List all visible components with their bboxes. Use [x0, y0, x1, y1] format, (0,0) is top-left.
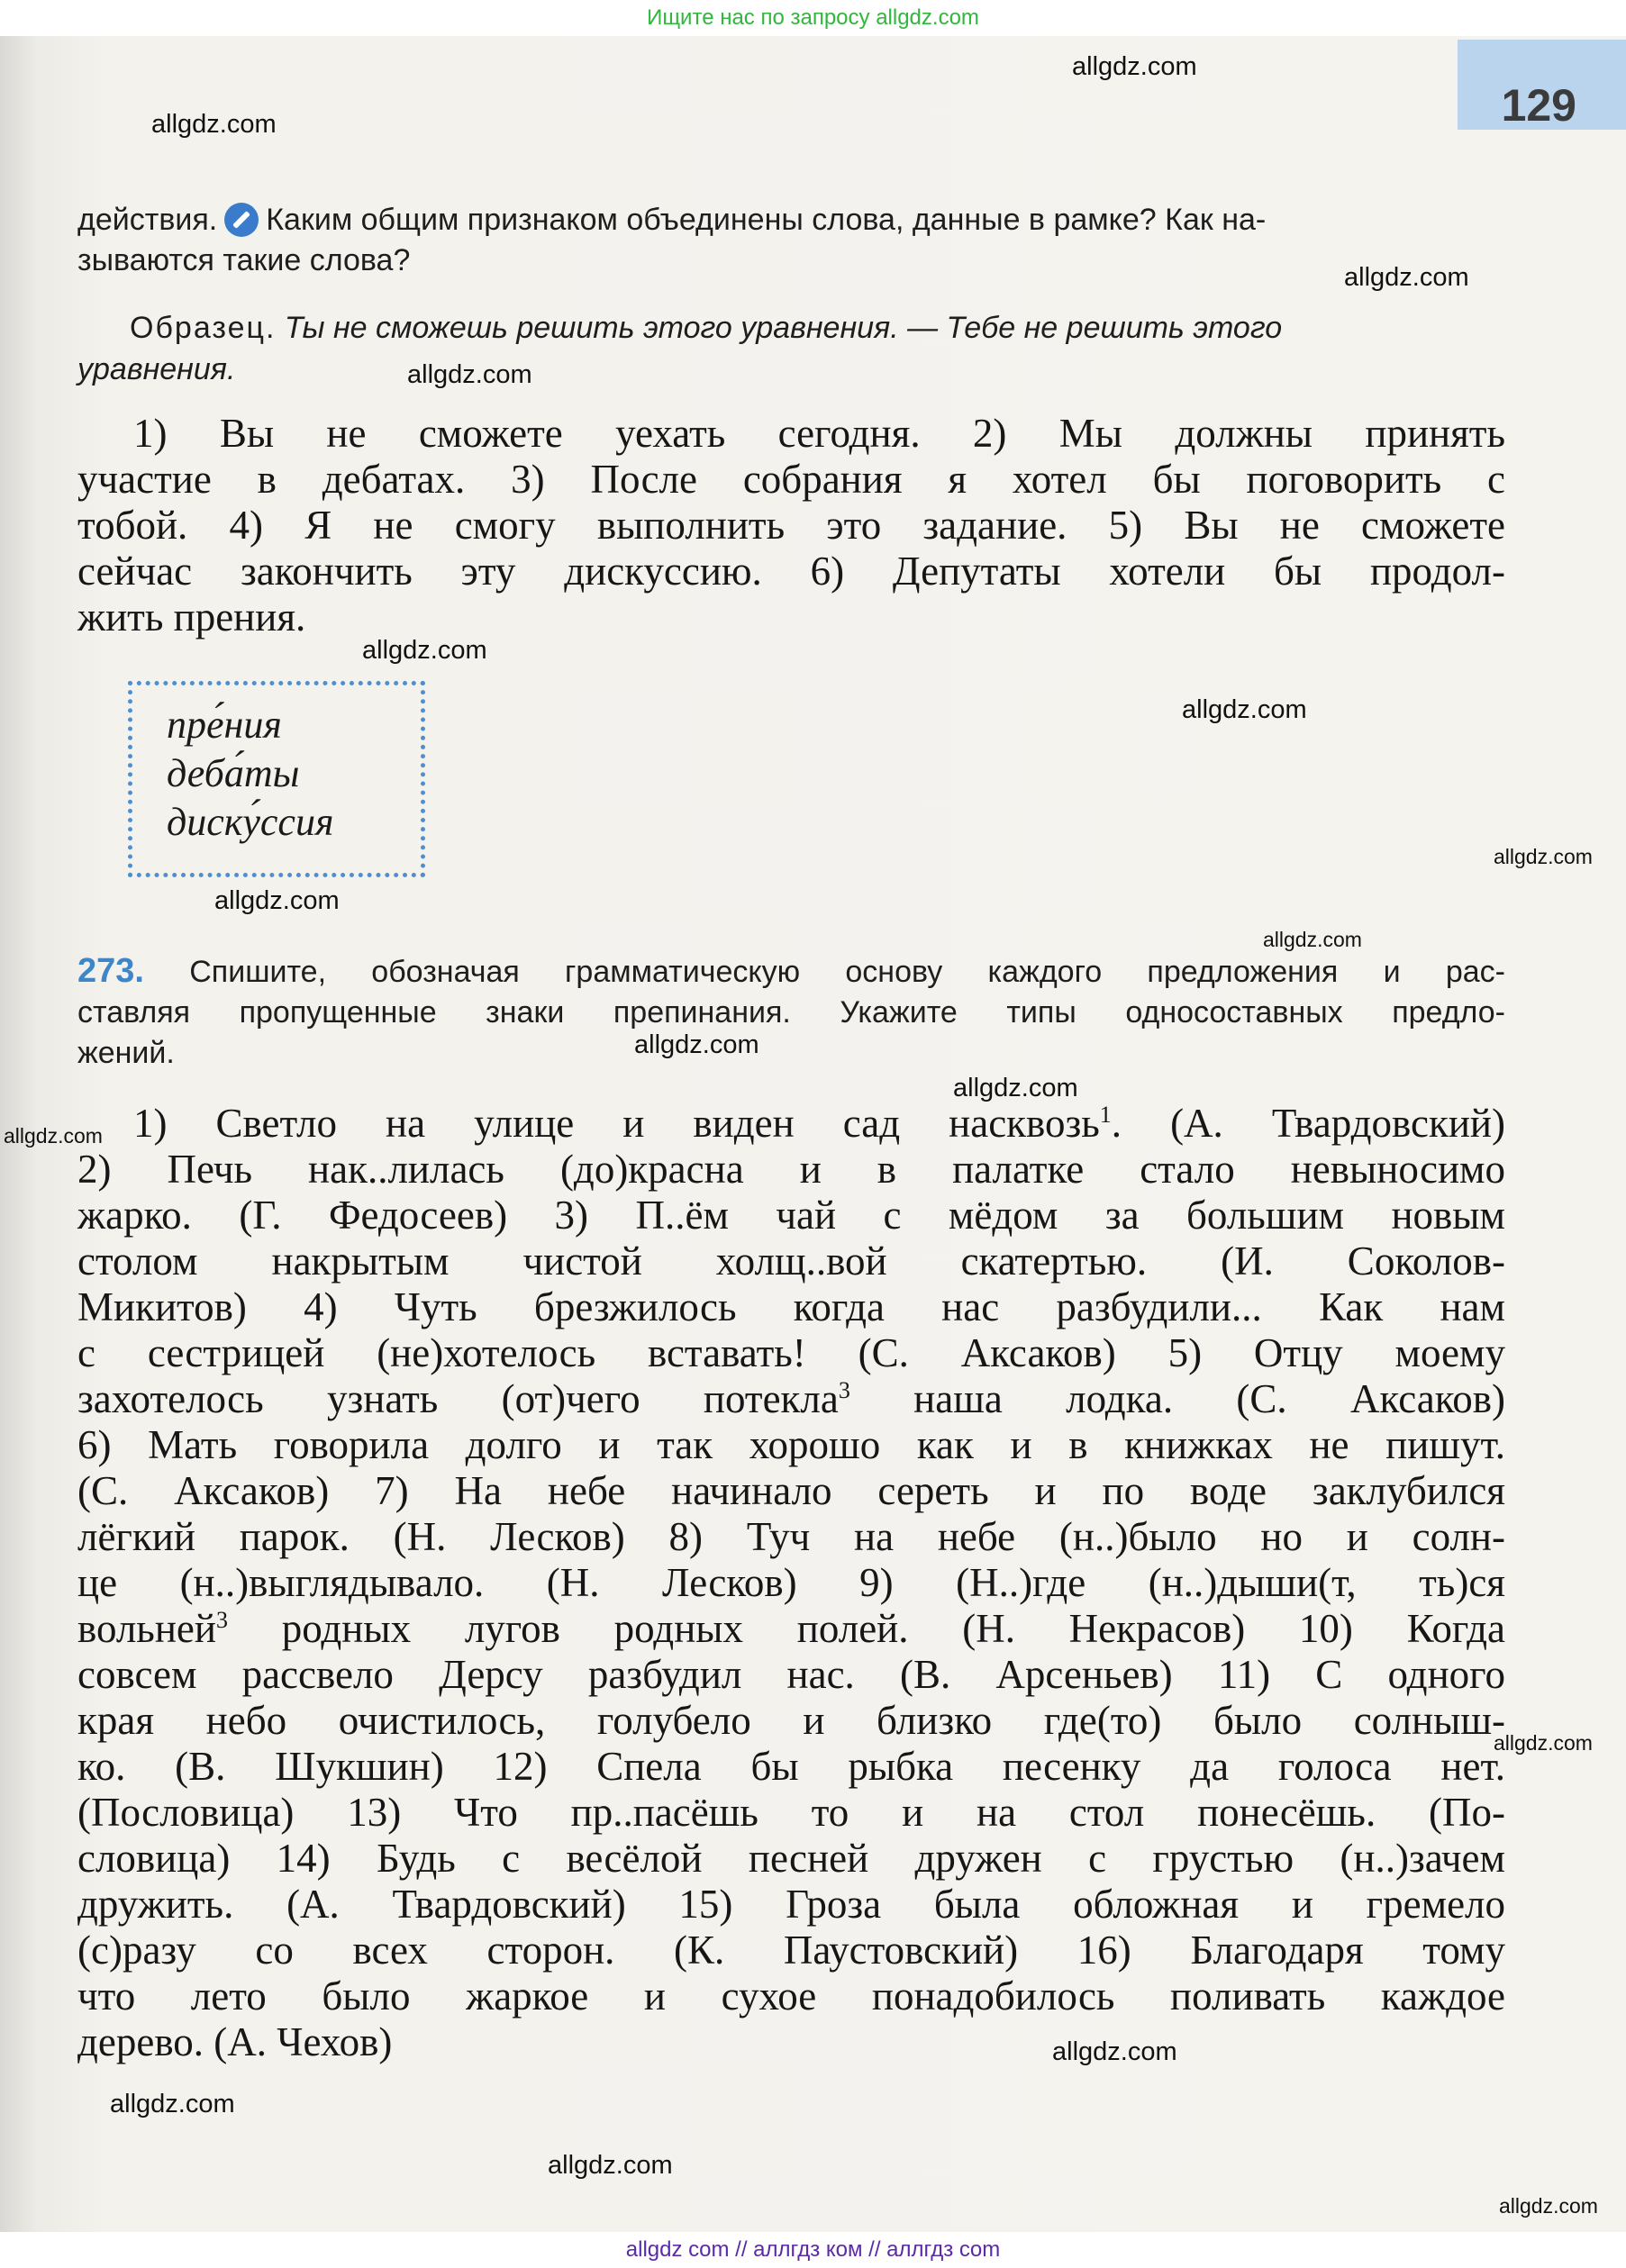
text-line: вольней$^3$ родных лугов родных полей. (Н. Некрасов) 10) Когда [77, 1606, 1505, 1651]
watermark: allgdz.com [953, 1074, 1078, 1102]
word-box-word: пре́ния [167, 703, 282, 747]
sample-line1: Ты не сможешь решить этого уравнения. — Тебе не решить этого [284, 311, 1283, 345]
footnote-mark: 3 [838, 1377, 850, 1403]
watermark: allgdz.com [110, 2090, 235, 2118]
text-line: тобой. 4) Я не смогу выполнить это задание. 5) Вы не сможете [77, 503, 1505, 548]
text-line: 1) Вы не сможете уехать сегодня. 2) Мы должны принять [133, 411, 1505, 456]
bottom-banner[interactable]: allgdz com // аллгдз ком // аллгдз com [0, 2232, 1626, 2268]
watermark: allgdz.com [362, 636, 487, 665]
exercise-273-text [77, 1101, 1505, 2065]
watermark: allgdz.com [1052, 2037, 1177, 2066]
text-line: 1) Светло на улице и виден сад насквозь$^1$. (А. Твардовский) [133, 1101, 1505, 1146]
word-box-word: диску́ссия [167, 800, 334, 844]
exercise-273-line2: ставляя пропущенные знаки препинания. Укажите типы односоставных предло- [77, 995, 1505, 1030]
watermark: allgdz.com [1494, 1731, 1593, 1755]
text-line: сейчас закончить эту дискуссию. 6) Депутаты хотели бы продол- [77, 549, 1505, 594]
watermark: allgdz.com [548, 2151, 673, 2180]
text-line: дружить. (А. Твардовский) 15) Гроза была обложная и гремело [77, 1882, 1505, 1927]
watermark: allgdz.com [151, 110, 277, 139]
task-prompt [77, 200, 1505, 281]
sample-label: Образец. [130, 311, 277, 345]
text-line: захотелось узнать (от)чего потекла$^3$ наша лодка. (С. Аксаков) [77, 1376, 1506, 1421]
footnote-mark: 3 [215, 1607, 228, 1633]
text-line: края небо очистилось, голубело и близко где(то) было солныш- [77, 1698, 1505, 1743]
watermark: allgdz.com [407, 360, 532, 389]
text-line: что лето было жаркое и сухое понадобилось поливать каждое [77, 1973, 1505, 2019]
exercise-273-task [77, 951, 1505, 1074]
text-line: Микитов) 4) Чуть брезжилось когда нас разбудили... Как нам [77, 1284, 1505, 1329]
sample-continuation [77, 349, 1505, 390]
text-line: (с)разу со всех сторон. (К. Паустовский) 16) Благодаря тому [77, 1928, 1505, 1973]
text-line: (С. Аксаков) 7) На небе начинало сереть и по воде заклубился [77, 1468, 1505, 1513]
watermark: allgdz.com [214, 886, 340, 915]
exercise-273-line1: Спишите, обозначая грамматическую основу каждого предложения и рас- [189, 955, 1505, 989]
text-line: столом накрытым чистой холщ..вой скатертью. (И. Соколов- [77, 1238, 1505, 1284]
task-prompt-line1: Каким общим признаком объединены слова, данные в рамке? Как на- [266, 203, 1267, 237]
exercise-272-text [77, 411, 1505, 640]
text-line: лёгкий парок. (Н. Лесков) 8) Туч на небе (н..)было но и солн- [77, 1514, 1505, 1559]
text-line: (Пословица) 13) Что пр..пасёшь то и на стол понесёшь. (По- [77, 1790, 1505, 1835]
watermark: allgdz.com [1072, 52, 1197, 81]
text-line: участие в дебатах. 3) После собрания я хотел бы поговорить с [77, 457, 1505, 502]
watermark: allgdz.com [1263, 928, 1362, 951]
word-box [128, 681, 425, 877]
watermark: allgdz.com [1499, 2194, 1598, 2218]
sample [77, 308, 1505, 349]
footnote-mark: 1 [1099, 1102, 1112, 1128]
text-line: жить прения. [77, 594, 306, 640]
text-line: дерево. (А. Чехов) [77, 2019, 393, 2064]
text-line: 6) Мать говорила долго и так хорошо как и в книжках не пишут. [77, 1422, 1505, 1467]
top-banner[interactable]: Ищите нас по запросу allgdz.com [0, 0, 1626, 36]
task-prompt-line2: зываются такие слова? [77, 243, 411, 277]
watermark: allgdz.com [1182, 695, 1307, 724]
watermark: allgdz.com [1494, 845, 1593, 868]
text-line: жарко. (Г. Федосеев) 3) П..ём чай с мёдом за большим новым [77, 1193, 1505, 1238]
watermark: allgdz.com [4, 1124, 103, 1148]
watermark: allgdz.com [1344, 263, 1469, 292]
page-number: 129 [1501, 80, 1576, 131]
exercise-number: 273. [77, 952, 144, 990]
text-line: словица) 14) Будь с весёлой песней дружен с грустью (н..)зачем [77, 1836, 1505, 1881]
task-prompt-lead: действия. [77, 203, 218, 237]
text-line: с сестрицей (не)хотелось вставать! (С. Аксаков) 5) Отцу моему [77, 1330, 1505, 1375]
text-line: ко. (В. Шукшин) 12) Спела бы рыбка песенку да голоса нет. [77, 1744, 1505, 1789]
watermark: allgdz.com [634, 1030, 759, 1059]
exercise-273-line3: жений. [77, 1036, 175, 1070]
word-box-word: деба́ты [167, 751, 300, 795]
pencil-icon [224, 203, 259, 237]
text-line: це (н..)выглядывало. (Н. Лесков) 9) (Н..)где (н..)дыши(т, ть)ся [77, 1560, 1505, 1605]
sample-line2: уравнения. [77, 352, 236, 386]
text-line: 2) Печь нак..лилась (до)красна и в палатке стало невыносимо [77, 1147, 1505, 1192]
text-line: совсем рассвело Дерсу разбудил нас. (В. Арсеньев) 11) С одного [77, 1652, 1505, 1697]
